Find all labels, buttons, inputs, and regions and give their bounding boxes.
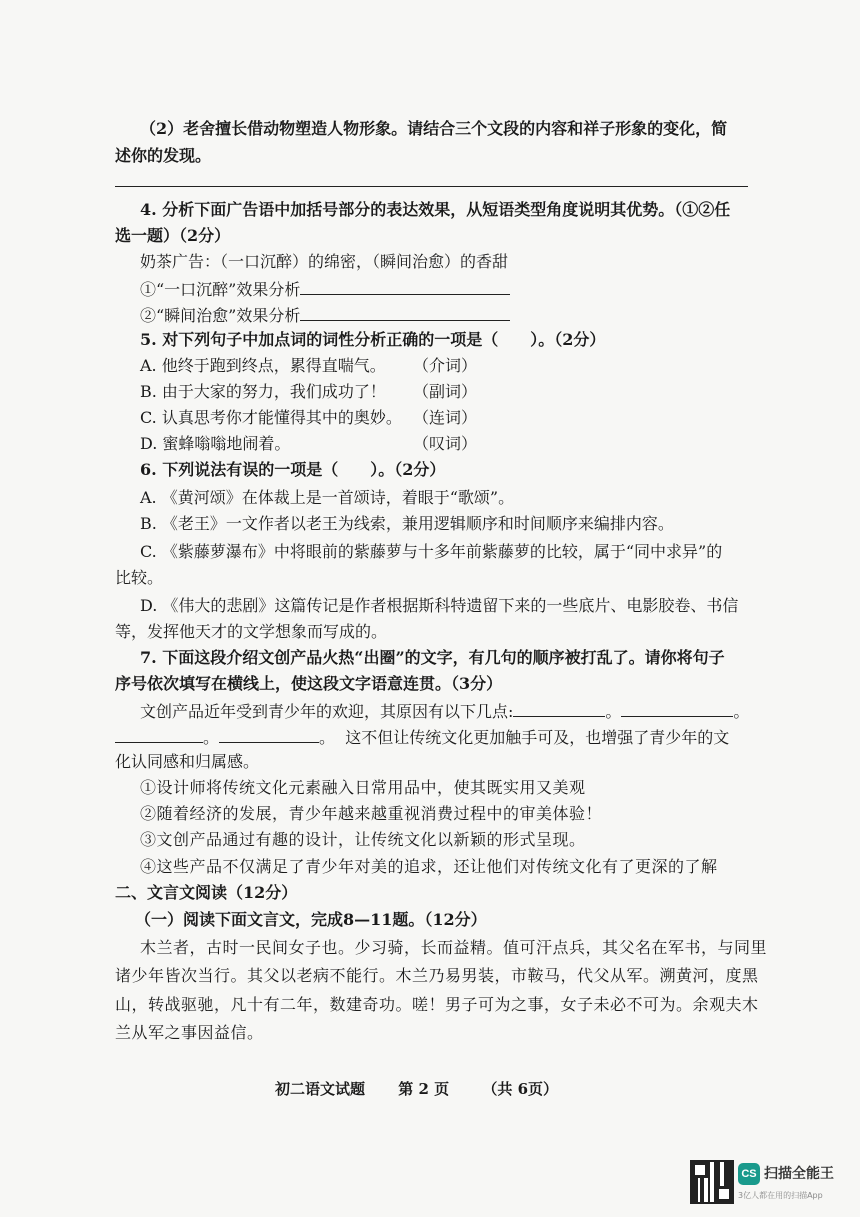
q4-option2-blank[interactable] <box>300 304 510 321</box>
footer-subject: 初二语文试题 <box>275 1080 366 1098</box>
watermark-app-name: 扫描全能王 <box>764 1166 834 1182</box>
q4-ad-text: 奶茶广告：（一口沉醉）的绵密，（瞬间治愈）的香甜 <box>140 252 509 271</box>
q7-paragraph-text2: 这不但让传统文化更加触手可及，也增强了青少年的文 <box>345 728 730 747</box>
camscanner-logo-icon: CS <box>738 1163 760 1185</box>
q5-option-d-pos: （叹词） <box>413 434 478 453</box>
q5-option-b-pos: （副词） <box>413 382 478 401</box>
q7-paragraph-text1: 文创产品近年受到青少年的欢迎，其原因有以下几点: <box>140 702 514 721</box>
q6-option-a: A. 《黄河颂》在体裁上是一首颂诗，着眼于“歌颂”。 <box>140 488 515 507</box>
answer-line <box>115 186 748 187</box>
q7-paragraph-line2 <box>115 726 729 748</box>
q-part2-line1: （2）老舍擅长借动物塑造人物形象。请结合三个文段的内容和祥子形象的变化，简 <box>140 119 728 138</box>
watermark-tagline: 3亿人都在用的扫描App <box>738 1191 823 1200</box>
q6-option-c-line1: C. 《紫藤萝瀑布》中将眼前的紫藤萝与十多年前紫藤萝的比较，属于“同中求异”的 <box>140 542 723 561</box>
q5-option-a: A. 他终于跑到终点，累得直喘气。 <box>140 356 386 375</box>
footer-total-pages: （共 6页） <box>482 1080 559 1098</box>
q7-sentence-4: ④这些产品不仅满足了青少年对美的追求，还让他们对传统文化有了更深的了解 <box>140 857 718 876</box>
section2-title: 二、文言文阅读（12分） <box>115 883 298 902</box>
q6-option-d-line1: D. 《伟大的悲剧》这篇传记是作者根据斯科特遗留下来的一些底片、电影胶卷、书信 <box>140 596 739 615</box>
classical-text-line1: 木兰者，古时一民间女子也。少习骑，长而益精。值可汗点兵，其父名在军书，与同里 <box>140 938 768 957</box>
q5-option-b: B. 由于大家的努力，我们成功了！ <box>140 382 386 401</box>
q4-option1-blank[interactable] <box>300 278 510 295</box>
classical-text-line2: 诸少年皆次当行。其父以老病不能行。木兰乃易男装，市鞍马，代父从军。溯黄河，度黑 <box>115 966 759 985</box>
q5-stem: 5. 对下列句子中加点词的词性分析正确的一项是（ ）。（2分） <box>140 330 606 349</box>
q7-stem-line2: 序号依次填写在横线上，使这段文字语意连贯。（3分） <box>115 674 503 693</box>
q5-option-c: C. 认真思考你才能懂得其中的奥妙。 <box>140 408 402 427</box>
q4-stem-line2: 选一题）（2分） <box>115 226 231 245</box>
qr-code-icon <box>690 1160 734 1204</box>
q7-sep-1: 。 <box>605 702 622 721</box>
q7-blank-4[interactable] <box>219 726 319 743</box>
page-footer <box>275 1078 586 1099</box>
q5-option-c-pos: （连词） <box>413 408 478 427</box>
q7-stem-line1: 7. 下面这段介绍文创产品火热“出圈”的文字，有几句的顺序被打乱了。请你将句子 <box>140 648 725 667</box>
q6-option-c-line2: 比较。 <box>115 568 164 587</box>
q7-sep-2: 。 <box>733 702 750 721</box>
footer-page-number: 第 2 页 <box>398 1080 450 1098</box>
q5-option-a-pos: （介词） <box>413 356 478 375</box>
q7-sentence-1: ①设计师将传统文化元素融入日常用品中，使其既实用又美观 <box>140 778 586 797</box>
q4-option1-label: ①“一口沉醉”效果分析 <box>140 280 301 299</box>
classical-text-line3: 山，转战驱驰，凡十有二年，数建奇功。嗟！男子可为之事，女子未必不可为。余观夫木 <box>115 995 759 1014</box>
section2-subtitle: （一）阅读下面文言文，完成8—11题。（12分） <box>135 910 487 929</box>
q6-stem: 6. 下列说法有误的一项是（ ）。（2分） <box>140 460 446 479</box>
q7-paragraph-line1 <box>140 700 749 722</box>
q7-sentence-2: ②随着经济的发展，青少年越来越重视消费过程中的审美体验！ <box>140 804 603 823</box>
q4-option1 <box>140 278 510 300</box>
q5-option-d: D. 蜜蜂嗡嗡地闹着。 <box>140 434 291 453</box>
q7-paragraph-line3: 化认同感和归属感。 <box>115 752 260 771</box>
q7-sentence-3: ③文创产品通过有趣的设计，让传统文化以新颖的形式呈现。 <box>140 830 586 849</box>
q4-option2-label: ②“瞬间治愈”效果分析 <box>140 306 301 325</box>
q6-option-d-line2: 等，发挥他天才的文学想象而写成的。 <box>115 622 388 641</box>
q7-sep-3: 。 <box>203 728 220 747</box>
q4-option2 <box>140 304 510 326</box>
q7-sep-4: 。 <box>319 728 336 747</box>
q6-option-b: B. 《老王》一文作者以老王为线索，兼用逻辑顺序和时间顺序来编排内容。 <box>140 514 674 533</box>
q-part2-line2: 述你的发现。 <box>115 146 212 165</box>
q7-blank-3[interactable] <box>115 726 203 743</box>
q7-blank-1[interactable] <box>513 700 605 717</box>
q4-stem-line1: 4. 分析下面广告语中加括号部分的表达效果，从短语类型角度说明其优势。（①②任 <box>140 200 731 219</box>
classical-text-line4: 兰从军之事因益信。 <box>115 1023 264 1042</box>
q7-blank-2[interactable] <box>621 700 733 717</box>
